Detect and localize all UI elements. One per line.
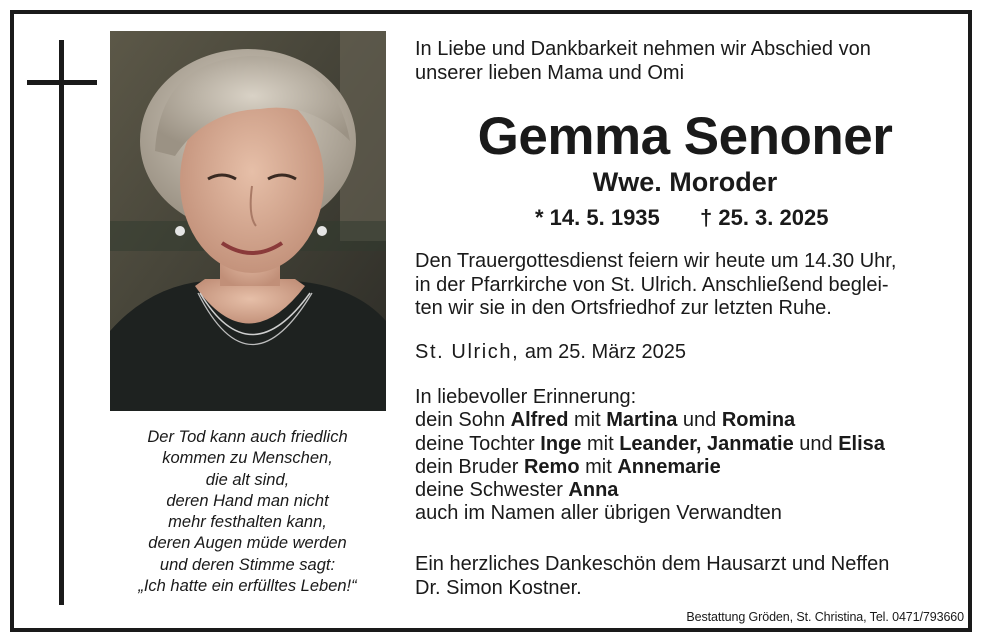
mourner-name: Annemarie <box>617 455 721 478</box>
deceased-name: Gemma Senoner <box>477 107 893 166</box>
memory-heading: In liebevoller Erinnerung: <box>415 386 637 408</box>
memory-closing: auch im Namen aller übrigen Verwandten <box>415 502 782 525</box>
mourner-name: Inge <box>540 432 582 455</box>
intro-line: In Liebe und Dankbarkeit nehmen wir Abschied von <box>415 38 871 60</box>
birth-date: * 14. 5. 1935 <box>535 205 660 230</box>
cross-vertical-bar <box>59 40 64 605</box>
death-date: † 25. 3. 2025 <box>700 205 829 230</box>
mourner-name: Martina <box>606 409 678 432</box>
poem <box>105 427 390 597</box>
mourner-name: Elisa <box>838 432 885 455</box>
funeral-home-footer: Bestattung Gröden, St. Christina, Tel. 0471/793660 <box>686 610 964 624</box>
relation-label: deine Schwester <box>415 479 569 502</box>
thanks-text <box>415 553 889 600</box>
poem-line: Der Tod kann auch friedlich <box>147 428 348 446</box>
service-line: in der Pfarrkirche von St. Ulrich. Anschließend beglei- <box>415 273 889 296</box>
poem-line: die alt sind, <box>205 470 290 489</box>
funeral-service-text <box>415 250 896 321</box>
poem-line: und deren Stimme sagt: <box>159 555 336 574</box>
mourner-line-brother <box>415 456 885 479</box>
mourner-line-son <box>415 409 885 432</box>
relation-label: dein Sohn <box>415 409 511 432</box>
connector: mit <box>581 432 620 455</box>
poem-line: „Ich hatte ein erfülltes Leben!“ <box>138 577 357 596</box>
widow-name: Wwe. Moroder <box>592 167 778 197</box>
mourner-line-daughter <box>415 433 885 456</box>
place-date: am 25. März 2025 <box>524 341 687 363</box>
portrait-illustration <box>110 31 386 411</box>
mourner-name: Remo <box>523 455 580 478</box>
place-town: St. Ulrich, <box>415 341 520 363</box>
mourner-name: Anna <box>568 479 619 502</box>
mourner-line-sister <box>415 479 885 502</box>
poem-line: mehr festhalten kann, <box>168 513 327 532</box>
connector: und <box>793 432 839 455</box>
connector: und <box>677 409 722 432</box>
mourners-list <box>415 386 885 526</box>
mourner-name: Romina <box>721 409 796 432</box>
relation-label: dein Bruder <box>415 455 524 478</box>
intro-line: unserer lieben Mama und Omi <box>415 62 685 84</box>
thanks-line: Dr. Simon Kostner. <box>415 576 582 599</box>
cross-horizontal-bar <box>27 80 97 85</box>
portrait-photo <box>110 31 386 411</box>
poem-line: kommen zu Menschen, <box>162 449 333 468</box>
relation-label: deine Tochter <box>415 432 541 455</box>
thanks-line: Ein herzliches Dankeschön dem Hausarzt und Neffen <box>415 553 890 575</box>
service-line: ten wir sie in den Ortsfriedhof zur letzten Ruhe. <box>415 297 832 319</box>
connector: mit <box>568 409 607 432</box>
place-and-date <box>415 340 686 364</box>
mourner-name: Alfred <box>510 409 569 432</box>
intro-text <box>415 37 871 85</box>
connector: mit <box>579 455 618 478</box>
poem-line: deren Hand man nicht <box>166 491 329 510</box>
mourner-name: Leander, Janmatie <box>619 432 794 455</box>
service-line: Den Trauergottesdienst feiern wir heute um 14.30 Uhr, <box>415 250 897 272</box>
poem-line: deren Augen müde werden <box>148 534 347 553</box>
